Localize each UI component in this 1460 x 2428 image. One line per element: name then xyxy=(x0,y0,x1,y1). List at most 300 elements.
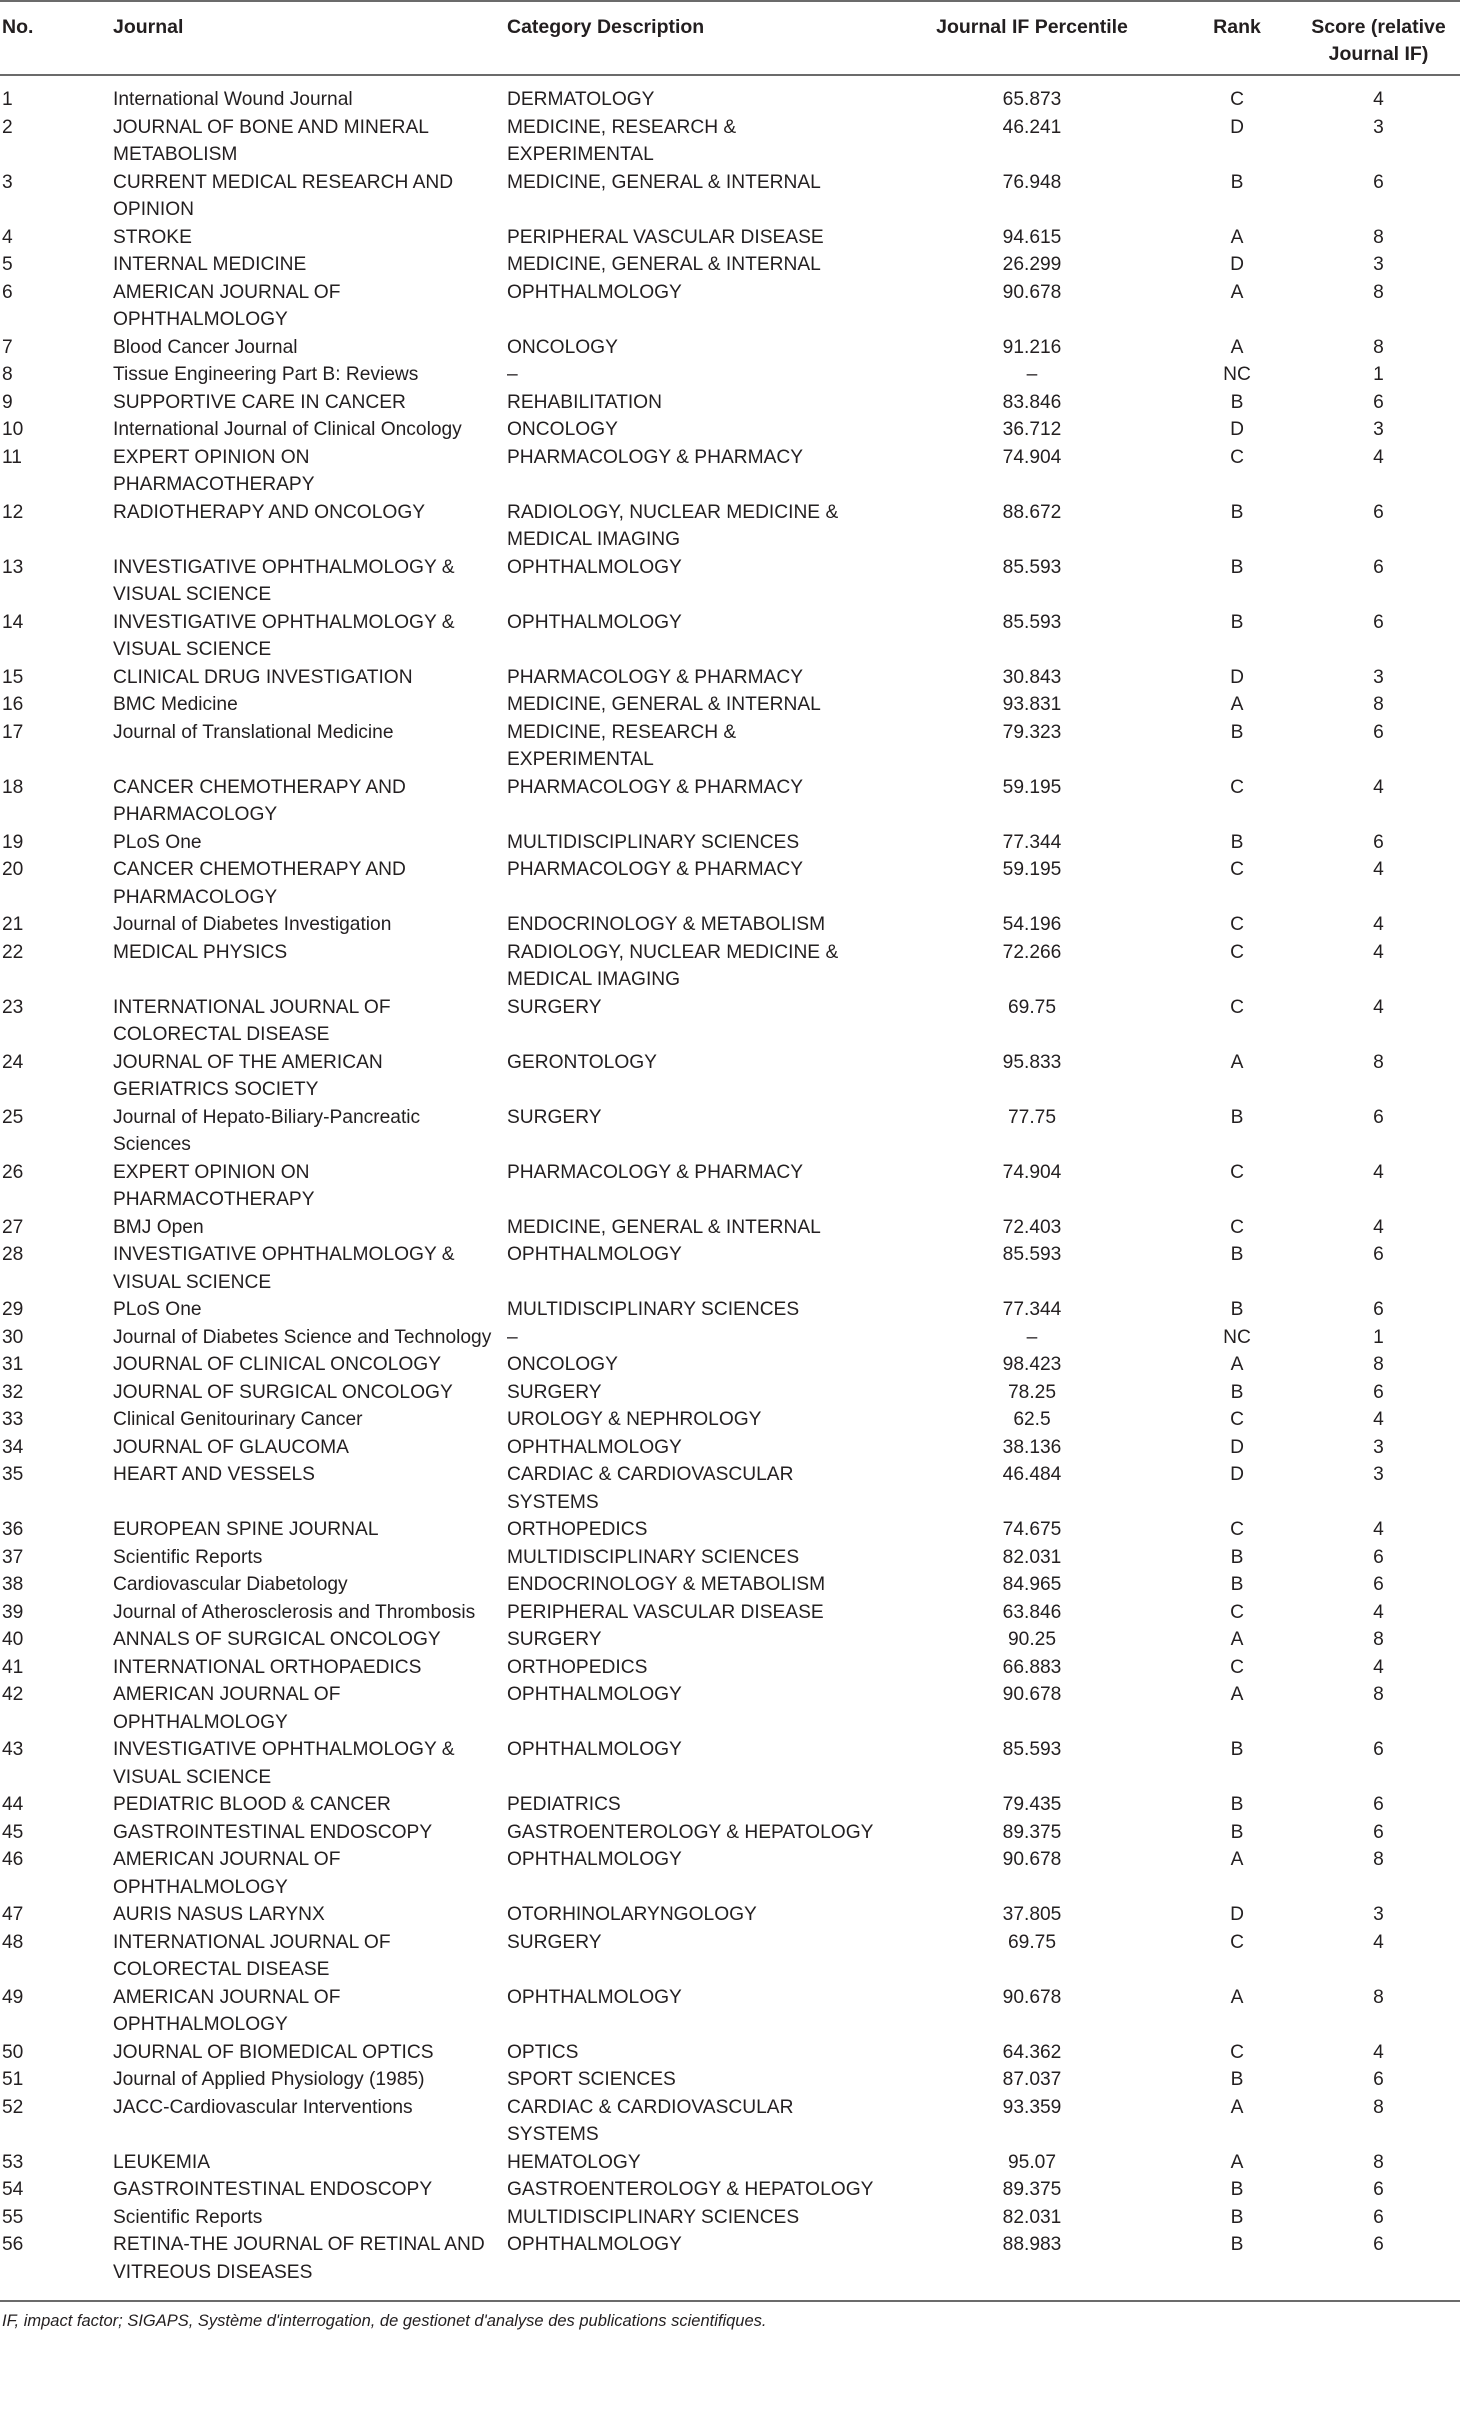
cell-score: 6 xyxy=(1373,391,1384,413)
cell-no: 45 xyxy=(2,1821,24,1843)
cell-journal: CANCER CHEMOTHERAPY AND PHARMACOLOGY xyxy=(113,776,406,825)
cell-no: 18 xyxy=(2,776,24,798)
cell-score: 6 xyxy=(1373,2206,1384,2228)
cell-if-percentile: 69.75 xyxy=(1007,1931,1056,1953)
cell-rank: C xyxy=(1230,1601,1244,1623)
cell-rank: D xyxy=(1230,419,1244,440)
cell-no: 16 xyxy=(2,694,24,715)
cell-rank: C xyxy=(1230,1216,1244,1238)
footnote: IF, impact factor; SIGAPS, Système d'interrogation, de gestionet d'analyse des publications scientifiques. xyxy=(2,2312,767,2330)
cell-journal: PEDIATRIC BLOOD & CANCER xyxy=(113,1794,391,1815)
cell-journal: AMERICAN JOURNAL OF OPHTHALMOLOGY xyxy=(113,281,341,330)
cell-journal: SUPPORTIVE CARE IN CANCER xyxy=(113,391,406,413)
cell-journal: AMERICAN JOURNAL OF OPHTHALMOLOGY xyxy=(113,1684,341,1733)
cell-category: MULTIDISCIPLINARY SCIENCES xyxy=(507,1299,800,1320)
cell-score: 3 xyxy=(1373,254,1384,275)
cell-journal: JOURNAL OF CLINICAL ONCOLOGY xyxy=(113,1354,442,1375)
cell-category: OPHTHALMOLOGY xyxy=(503,2231,887,2301)
cell-if-percentile: 38.136 xyxy=(1002,1436,1062,1458)
table-row xyxy=(0,774,1460,829)
cell-rank: C xyxy=(1230,996,1244,1018)
cell-rank: D xyxy=(1230,116,1244,138)
cell-category: PHARMACOLOGY & PHARMACY xyxy=(507,776,804,798)
cell-if-percentile: 98.423 xyxy=(1002,1354,1062,1375)
table-row xyxy=(0,911,1460,939)
cell-no: 24 xyxy=(2,1051,24,1073)
cell-category: ORTHOPEDICS xyxy=(507,1656,648,1678)
cell-journal: INVESTIGATIVE OPHTHALMOLOGY & VISUAL SCIENCE xyxy=(113,1739,455,1788)
cell-score: 3 xyxy=(1373,1904,1384,1925)
cell-rank: A xyxy=(1230,694,1244,715)
table-row xyxy=(0,444,1460,499)
cell-if-percentile: 72.266 xyxy=(1002,941,1062,963)
cell-category: ORTHOPEDICS xyxy=(507,1519,648,1540)
cell-if-percentile: 82.031 xyxy=(1002,2206,1062,2228)
cell-journal: Cardiovascular Diabetology xyxy=(113,1574,348,1595)
cell-category: MEDICINE, GENERAL & INTERNAL xyxy=(507,694,821,715)
cell-journal: INTERNAL MEDICINE xyxy=(113,254,307,275)
table-row xyxy=(0,279,1460,334)
table-row xyxy=(0,691,1460,719)
cell-rank: A xyxy=(1230,1986,1244,2008)
cell-score: 6 xyxy=(1373,1739,1384,1760)
cell-no: 36 xyxy=(2,1519,24,1540)
table-row xyxy=(0,609,1460,664)
cell-rank: D xyxy=(1230,1436,1244,1458)
cell-journal: INVESTIGATIVE OPHTHALMOLOGY & VISUAL SCIENCE xyxy=(113,556,455,605)
cell-journal: JACC-Cardiovascular Interventions xyxy=(113,2096,413,2118)
cell-category: PERIPHERAL VASCULAR DISEASE xyxy=(507,226,824,248)
cell-journal: CURRENT MEDICAL RESEARCH AND OPINION xyxy=(113,171,454,220)
cell-no: 30 xyxy=(2,1326,24,1348)
table-row xyxy=(0,75,1460,114)
cell-rank: C xyxy=(1230,859,1244,880)
cell-if-percentile: 69.75 xyxy=(1007,996,1056,1018)
cell-score: 8 xyxy=(1373,1684,1384,1705)
cell-category: OTORHINOLARYNGOLOGY xyxy=(507,1904,757,1925)
cell-journal: INTERNATIONAL JOURNAL OF COLORECTAL DISEASE xyxy=(113,1931,391,1980)
cell-if-percentile: 30.843 xyxy=(1002,666,1062,688)
cell-no: 7 xyxy=(2,336,13,358)
cell-if-percentile: 85.593 xyxy=(1002,1739,1062,1760)
table-row xyxy=(0,416,1460,444)
cell-journal: International Journal of Clinical Oncology xyxy=(113,419,462,440)
table-row xyxy=(0,939,1460,994)
cell-journal: Journal of Diabetes Investigation xyxy=(113,914,392,935)
cell-category: MULTIDISCIPLINARY SCIENCES xyxy=(507,1546,800,1568)
cell-if-percentile: 64.362 xyxy=(1002,2041,1062,2063)
cell-journal: JOURNAL OF BONE AND MINERAL METABOLISM xyxy=(113,116,429,165)
cell-no: 44 xyxy=(2,1794,24,1815)
cell-category: MULTIDISCIPLINARY SCIENCES xyxy=(507,2206,800,2228)
cell-score: 8 xyxy=(1373,281,1384,303)
cell-if-percentile: 93.359 xyxy=(1002,2096,1062,2118)
cell-rank: C xyxy=(1230,941,1244,963)
table-row xyxy=(0,1406,1460,1434)
header-journal: Journal xyxy=(109,1,503,75)
cell-journal: HEART AND VESSELS xyxy=(113,1464,315,1485)
cell-score: 1 xyxy=(1373,1326,1384,1348)
cell-rank: C xyxy=(1230,89,1244,110)
cell-score: 4 xyxy=(1373,89,1384,110)
cell-journal: Blood Cancer Journal xyxy=(113,336,298,358)
cell-score: 6 xyxy=(1373,1794,1384,1815)
cell-journal: Journal of Applied Physiology (1985) xyxy=(113,2069,425,2090)
cell-score: 6 xyxy=(1373,1106,1384,1128)
cell-rank: C xyxy=(1230,1519,1244,1540)
table-row xyxy=(0,1901,1460,1929)
cell-if-percentile: 78.25 xyxy=(1007,1381,1056,1403)
cell-rank: A xyxy=(1230,281,1244,303)
cell-rank: D xyxy=(1230,1904,1244,1925)
cell-if-percentile: 74.904 xyxy=(1002,446,1062,468)
cell-no: 2 xyxy=(2,116,13,138)
cell-category: PHARMACOLOGY & PHARMACY xyxy=(507,666,804,688)
cell-if-percentile: – xyxy=(1026,364,1038,385)
cell-category: ONCOLOGY xyxy=(507,1354,618,1375)
cell-category: MEDICINE, GENERAL & INTERNAL xyxy=(507,171,821,193)
table-row xyxy=(0,1571,1460,1599)
cell-if-percentile: 83.846 xyxy=(1002,391,1062,413)
cell-no: 43 xyxy=(2,1739,24,1760)
cell-if-percentile: 79.323 xyxy=(1002,721,1062,743)
cell-if-percentile: 59.195 xyxy=(1002,859,1062,880)
table-row xyxy=(0,1626,1460,1654)
cell-category: MEDICINE, GENERAL & INTERNAL xyxy=(507,254,821,275)
table-row xyxy=(0,1296,1460,1324)
cell-score: 8 xyxy=(1373,2151,1384,2173)
cell-score: 6 xyxy=(1373,1546,1384,1568)
cell-rank: B xyxy=(1230,2206,1244,2228)
cell-no: 34 xyxy=(2,1436,24,1458)
cell-score: 4 xyxy=(1373,1601,1384,1623)
cell-rank: C xyxy=(1230,2041,1244,2063)
cell-score: 3 xyxy=(1373,419,1384,440)
cell-no: 10 xyxy=(2,419,24,440)
header-row xyxy=(0,1,1460,75)
cell-rank: D xyxy=(1230,1464,1244,1485)
cell-if-percentile: 54.196 xyxy=(1002,914,1062,935)
cell-score: 3 xyxy=(1373,116,1384,138)
cell-no: 38 xyxy=(2,1574,24,1595)
table-row xyxy=(0,1736,1460,1791)
cell-journal: INVESTIGATIVE OPHTHALMOLOGY & VISUAL SCIENCE xyxy=(113,1244,455,1293)
cell-rank: A xyxy=(1230,1354,1244,1375)
table-row xyxy=(0,1379,1460,1407)
table-row xyxy=(0,251,1460,279)
cell-category: MEDICINE, RESEARCH & EXPERIMENTAL xyxy=(507,116,737,165)
table-row xyxy=(0,1516,1460,1544)
table-row xyxy=(0,1351,1460,1379)
cell-category: PEDIATRICS xyxy=(507,1794,621,1815)
cell-rank: C xyxy=(1230,1409,1244,1430)
cell-if-percentile: 46.484 xyxy=(1002,1464,1062,1485)
cell-score: 4 xyxy=(1373,941,1384,963)
cell-if-percentile: 90.678 xyxy=(1002,1986,1062,2008)
cell-no: 33 xyxy=(2,1409,24,1430)
cell-if-percentile: 94.615 xyxy=(1002,226,1062,248)
cell-rank: C xyxy=(1230,446,1244,468)
cell-journal: GASTROINTESTINAL ENDOSCOPY xyxy=(113,2179,433,2200)
cell-score: 6 xyxy=(1373,721,1384,743)
cell-if-percentile: 66.883 xyxy=(1002,1656,1062,1678)
table-row xyxy=(0,856,1460,911)
cell-if-percentile: 59.195 xyxy=(1002,776,1062,798)
cell-category: OPHTHALMOLOGY xyxy=(507,1986,682,2008)
cell-rank: A xyxy=(1230,2096,1244,2118)
cell-rank: B xyxy=(1230,1106,1244,1128)
cell-score: 6 xyxy=(1373,556,1384,578)
cell-if-percentile: 77.344 xyxy=(1002,1299,1062,1320)
header-category: Category Description xyxy=(503,1,887,75)
cell-journal: AMERICAN JOURNAL OF OPHTHALMOLOGY xyxy=(113,1849,341,1898)
cell-category: PERIPHERAL VASCULAR DISEASE xyxy=(507,1601,824,1623)
cell-journal: BMC Medicine xyxy=(113,694,238,715)
cell-no: 49 xyxy=(2,1986,24,2008)
cell-no: 1 xyxy=(2,89,13,110)
header-if-percentile: Journal IF Percentile xyxy=(887,1,1177,75)
table-row xyxy=(0,1544,1460,1572)
cell-journal: CANCER CHEMOTHERAPY AND PHARMACOLOGY xyxy=(113,859,406,908)
table-row xyxy=(0,1984,1460,2039)
cell-no: 6 xyxy=(2,281,13,303)
cell-score: 8 xyxy=(1373,1354,1384,1375)
table-row xyxy=(0,719,1460,774)
cell-category: OPHTHALMOLOGY xyxy=(507,1684,682,1705)
table-row xyxy=(0,1654,1460,1682)
table-row xyxy=(0,2066,1460,2094)
table-row xyxy=(0,1214,1460,1242)
cell-category: OPHTHALMOLOGY xyxy=(507,281,682,303)
cell-if-percentile: 26.299 xyxy=(1002,254,1062,275)
table-row xyxy=(0,1104,1460,1159)
cell-no: 41 xyxy=(2,1656,24,1678)
cell-journal: INVESTIGATIVE OPHTHALMOLOGY & VISUAL SCIENCE xyxy=(113,611,455,660)
cell-if-percentile: 85.593 xyxy=(1002,611,1062,633)
cell-journal: EUROPEAN SPINE JOURNAL xyxy=(113,1519,379,1540)
cell-journal: JOURNAL OF THE AMERICAN GERIATRICS SOCIETY xyxy=(113,1051,383,1100)
cell-score: 3 xyxy=(1373,666,1384,688)
cell-if-percentile: 91.216 xyxy=(1002,336,1062,358)
cell-rank: B xyxy=(1230,1574,1244,1595)
cell-category: ENDOCRINOLOGY & METABOLISM xyxy=(507,914,826,935)
cell-category: SURGERY xyxy=(507,1381,602,1403)
table-row xyxy=(0,1049,1460,1104)
cell-if-percentile: 87.037 xyxy=(1002,2069,1062,2090)
cell-journal: PLoS One xyxy=(113,831,202,853)
cell-journal: Journal of Atherosclerosis and Thrombosis xyxy=(113,1601,476,1623)
cell-score: 6 xyxy=(1373,611,1384,633)
cell-rank: B xyxy=(1230,1794,1244,1815)
table-row xyxy=(0,499,1460,554)
cell-score: 3 xyxy=(1373,1436,1384,1458)
cell-rank: A xyxy=(1230,1629,1244,1650)
table-row xyxy=(0,224,1460,252)
cell-if-percentile: 74.904 xyxy=(1002,1161,1062,1183)
cell-category: OPHTHALMOLOGY xyxy=(507,1436,682,1458)
cell-no: 26 xyxy=(2,1161,24,1183)
cell-rank: B xyxy=(1230,391,1244,413)
cell-score: 6 xyxy=(1373,171,1384,193)
cell-if-percentile: 72.403 xyxy=(1002,1216,1062,1238)
table-row xyxy=(0,2039,1460,2067)
cell-journal: STROKE xyxy=(113,226,192,248)
cell-category: CARDIAC & CARDIOVASCULAR SYSTEMS xyxy=(507,2096,794,2145)
cell-no: 56 xyxy=(0,2231,109,2301)
cell-no: 52 xyxy=(2,2096,24,2118)
cell-score: 4 xyxy=(1373,859,1384,880)
cell-rank: A xyxy=(1230,336,1244,358)
table-row xyxy=(0,2094,1460,2149)
cell-no: 3 xyxy=(2,171,13,193)
cell-if-percentile: 63.846 xyxy=(1002,1601,1062,1623)
cell-no: 42 xyxy=(2,1684,24,1705)
cell-no: 50 xyxy=(2,2041,24,2063)
cell-rank: A xyxy=(1230,1849,1244,1870)
header-rank: Rank xyxy=(1177,1,1297,75)
table-header xyxy=(0,1,1460,75)
cell-no: 46 xyxy=(2,1849,24,1870)
cell-rank: B xyxy=(1230,1299,1244,1320)
cell-category: ONCOLOGY xyxy=(507,419,618,440)
cell-journal: Scientific Reports xyxy=(113,1546,263,1568)
cell-rank: C xyxy=(1230,1656,1244,1678)
cell-journal: RADIOTHERAPY AND ONCOLOGY xyxy=(113,501,426,523)
cell-score: 6 xyxy=(1373,501,1384,523)
table-row xyxy=(0,664,1460,692)
table-row xyxy=(0,361,1460,389)
cell-score: 8 xyxy=(1373,1849,1384,1870)
table-row xyxy=(0,1599,1460,1627)
cell-category: HEMATOLOGY xyxy=(507,2151,641,2173)
cell-no: 47 xyxy=(2,1904,24,1925)
cell-category: SPORT SCIENCES xyxy=(507,2069,676,2090)
cell-if-percentile: 95.833 xyxy=(1002,1051,1062,1073)
cell-score: 4 xyxy=(1373,776,1384,798)
cell-if-percentile: 88.983 xyxy=(887,2231,1177,2301)
cell-no: 8 xyxy=(2,364,13,385)
cell-no: 27 xyxy=(2,1216,24,1238)
cell-category: MULTIDISCIPLINARY SCIENCES xyxy=(507,831,800,853)
cell-no: 9 xyxy=(2,391,13,413)
cell-category: OPHTHALMOLOGY xyxy=(507,1739,682,1760)
cell-no: 21 xyxy=(2,914,24,935)
cell-journal: Journal of Translational Medicine xyxy=(113,721,394,743)
cell-no: 17 xyxy=(2,721,24,743)
cell-category: OPHTHALMOLOGY xyxy=(507,611,682,633)
header-no: No. xyxy=(0,1,109,75)
cell-if-percentile: 79.435 xyxy=(1002,1794,1062,1815)
cell-no: 32 xyxy=(2,1381,24,1403)
table-row xyxy=(0,1681,1460,1736)
cell-category: MEDICINE, GENERAL & INTERNAL xyxy=(507,1216,821,1238)
cell-no: 20 xyxy=(2,859,24,880)
cell-score: 4 xyxy=(1373,446,1384,468)
table-row xyxy=(0,1324,1460,1352)
cell-score: 6 xyxy=(1373,1381,1384,1403)
cell-journal: GASTROINTESTINAL ENDOSCOPY xyxy=(113,1821,433,1843)
cell-no: 15 xyxy=(2,666,24,688)
table-row xyxy=(0,1846,1460,1901)
cell-score: 8 xyxy=(1373,694,1384,715)
cell-if-percentile: 77.344 xyxy=(1002,831,1062,853)
cell-if-percentile: 95.07 xyxy=(1007,2151,1056,2173)
cell-if-percentile: 36.712 xyxy=(1002,419,1062,440)
cell-no: 5 xyxy=(2,254,13,275)
cell-rank: B xyxy=(1177,2231,1297,2301)
cell-rank: A xyxy=(1230,226,1244,248)
cell-no: 28 xyxy=(2,1244,24,1265)
cell-journal: Journal of Diabetes Science and Technology xyxy=(113,1326,492,1348)
cell-journal: BMJ Open xyxy=(113,1216,204,1238)
cell-category: CARDIAC & CARDIOVASCULAR SYSTEMS xyxy=(507,1464,794,1513)
cell-journal: CLINICAL DRUG INVESTIGATION xyxy=(113,666,413,688)
table-row xyxy=(0,829,1460,857)
cell-rank: C xyxy=(1230,914,1244,935)
cell-if-percentile: 62.5 xyxy=(1013,1409,1051,1430)
table-row xyxy=(0,2204,1460,2232)
cell-journal: MEDICAL PHYSICS xyxy=(113,941,288,963)
cell-score: 4 xyxy=(1373,914,1384,935)
cell-journal: EXPERT OPINION ON PHARMACOTHERAPY xyxy=(113,1161,315,1210)
cell-no: 23 xyxy=(2,996,24,1018)
cell-category: SURGERY xyxy=(507,1106,602,1128)
cell-category: RADIOLOGY, NUCLEAR MEDICINE & MEDICAL IMAGING xyxy=(507,941,839,990)
table-row xyxy=(0,169,1460,224)
cell-category: GASTROENTEROLOGY & HEPATOLOGY xyxy=(507,1821,874,1843)
cell-score: 1 xyxy=(1373,364,1384,385)
cell-score: 4 xyxy=(1373,1931,1384,1953)
cell-rank: C xyxy=(1230,1931,1244,1953)
cell-journal: JOURNAL OF GLAUCOMA xyxy=(113,1436,349,1458)
cell-category: OPHTHALMOLOGY xyxy=(507,1849,682,1870)
table-row xyxy=(0,1434,1460,1462)
cell-journal: AMERICAN JOURNAL OF OPHTHALMOLOGY xyxy=(113,1986,341,2035)
cell-rank: A xyxy=(1230,1684,1244,1705)
cell-rank: NC xyxy=(1223,1326,1251,1348)
cell-category: REHABILITATION xyxy=(507,391,662,413)
cell-if-percentile: 90.678 xyxy=(1002,1684,1062,1705)
cell-score: 4 xyxy=(1373,1409,1384,1430)
cell-no: 4 xyxy=(2,226,13,248)
cell-journal: AURIS NASUS LARYNX xyxy=(113,1904,325,1925)
cell-category: PHARMACOLOGY & PHARMACY xyxy=(507,446,804,468)
cell-score: 8 xyxy=(1373,336,1384,358)
cell-score: 8 xyxy=(1373,1986,1384,2008)
cell-if-percentile: 82.031 xyxy=(1002,1546,1062,1568)
cell-if-percentile: 46.241 xyxy=(1002,116,1062,138)
cell-if-percentile: – xyxy=(1026,1326,1038,1348)
cell-category: SURGERY xyxy=(507,996,602,1018)
cell-if-percentile: 89.375 xyxy=(1002,2179,1062,2200)
cell-score: 6 xyxy=(1373,2179,1384,2200)
cell-category: MEDICINE, RESEARCH & EXPERIMENTAL xyxy=(507,721,737,770)
cell-no: 37 xyxy=(2,1546,24,1568)
cell-journal: PLoS One xyxy=(113,1299,202,1320)
cell-if-percentile: 77.75 xyxy=(1007,1106,1056,1128)
cell-journal: Journal of Hepato-Biliary-Pancreatic Sciences xyxy=(113,1106,421,1155)
cell-rank: B xyxy=(1230,556,1244,578)
cell-rank: D xyxy=(1230,666,1244,688)
cell-score: 4 xyxy=(1373,996,1384,1018)
cell-rank: B xyxy=(1230,1739,1244,1760)
cell-rank: NC xyxy=(1223,364,1251,385)
cell-score: 6 xyxy=(1297,2231,1460,2301)
cell-no: 53 xyxy=(2,2151,24,2173)
cell-no: 11 xyxy=(2,446,22,468)
cell-no: 39 xyxy=(2,1601,24,1623)
cell-no: 25 xyxy=(2,1106,24,1128)
